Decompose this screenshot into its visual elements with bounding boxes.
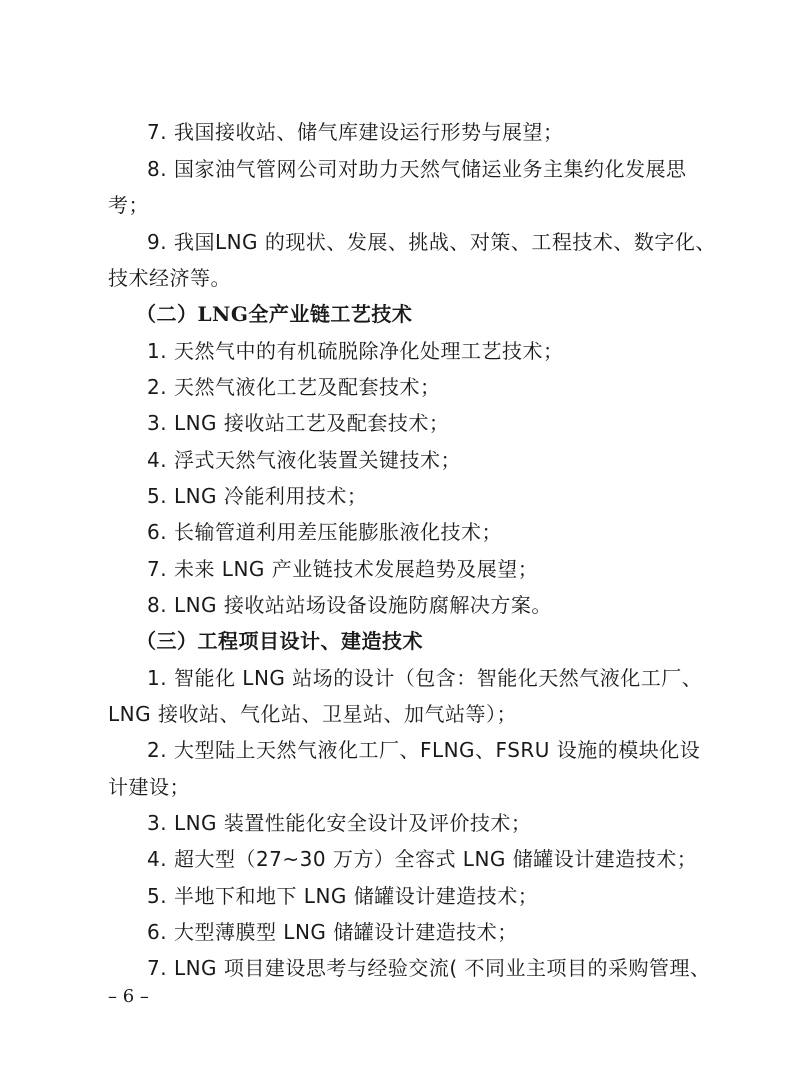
section3-item-1-continuation: LNG 接收站、气化站、卫星站、加气站等）； [108,702,517,726]
list-item-8-pipeline-company: 8. 国家油气管网公司对助力天然气储运业务主集约化发展思 [147,157,687,181]
section3-item-6: 6. 大型薄膜型 LNG 储罐设计建造技术； [147,920,518,944]
list-item-9-lng-status: 9. 我国LNG 的现状、发展、挑战、对策、工程技术、数字化、 [147,230,716,254]
section3-item-7: 7. LNG 项目建设思考与经验交流( 不同业主项目的采购管理、 [147,956,711,980]
section3-item-1: 1. 智能化 LNG 站场的设计（包含：智能化天然气液化工厂、 [147,666,703,690]
section2-item-5: 5. LNG 冷能利用技术； [147,484,368,508]
section2-item-8: 8. LNG 接收站站场设备设施防腐解决方案。 [147,593,552,617]
section2-item-7: 7. 未来 LNG 产业链技术发展趋势及展望； [147,557,539,581]
section-heading-3: （三）工程项目设计、建造技术 [136,629,423,653]
section2-item-4: 4. 浮式天然气液化装置关键技术； [147,448,461,472]
section3-item-4: 4. 超大型（27~30 万方）全容式 LNG 储罐设计建造技术； [147,847,698,871]
page-number: – 6 – [108,986,149,1007]
section2-item-2: 2. 天然气液化工艺及配套技术； [147,375,441,399]
section3-item-2: 2. 大型陆上天然气液化工厂、FLNG、FSRU 设施的模块化设 [147,738,701,762]
section2-item-3: 3. LNG 接收站工艺及配套技术； [147,411,450,435]
section3-item-2-continuation: 计建设； [108,775,190,799]
section2-item-1: 1. 天然气中的有机硫脱除净化处理工艺技术； [147,339,564,363]
list-item-8-continuation: 考； [108,193,149,217]
section-heading-2: （二）LNG全产业链工艺技术 [136,302,413,326]
list-item-9-continuation: 技术经济等。 [108,266,231,290]
section3-item-5: 5. 半地下和地下 LNG 储罐设计建造技术； [147,884,539,908]
section3-item-3: 3. LNG 装置性能化安全设计及评价技术； [147,811,532,835]
section2-item-6: 6. 长输管道利用差压能膨胀液化技术； [147,520,502,544]
list-item-7-terminals-storage: 7. 我国接收站、储气库建设运行形势与展望； [147,120,564,144]
